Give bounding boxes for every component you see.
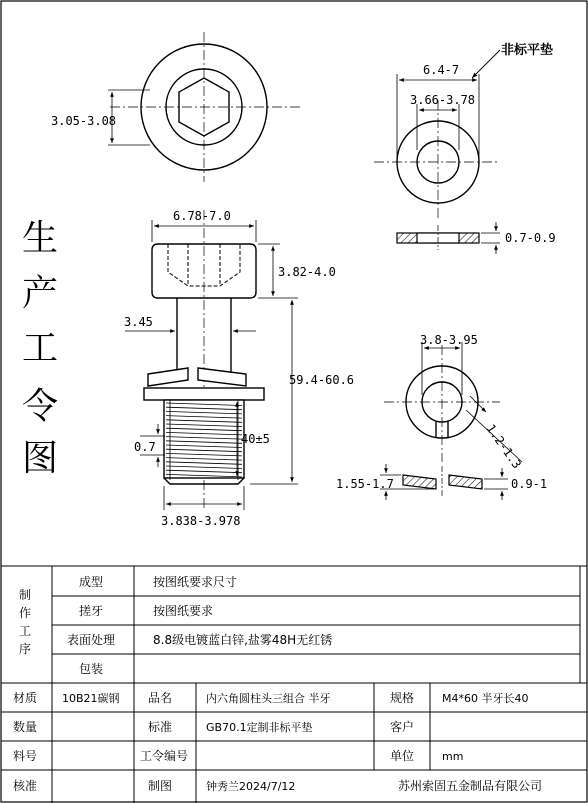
step-name: 包装 (79, 662, 104, 676)
approve-label: 核准 (13, 779, 38, 793)
part-label: 料号 (13, 749, 38, 763)
title-char-3: 工 (22, 328, 59, 369)
dim-text-spring-height: 1.55-1.7 (336, 477, 394, 491)
qty-label: 数量 (13, 720, 38, 734)
bolt-head-top-view (110, 32, 300, 182)
dim-thread-pitch (134, 424, 165, 467)
dim-text-washer-id: 3.66-3.78 (410, 93, 476, 107)
washer-annotation (472, 42, 553, 78)
title-char-4: 令 (22, 386, 59, 427)
dim-text-spring-width: 1.2-1.3 (483, 421, 525, 472)
step-name: 成型 (79, 575, 104, 589)
step-desc: 按图纸要求尺寸 (153, 575, 238, 589)
product-label: 品名 (148, 691, 173, 705)
dim-text-head-height: 3.82-4.0 (278, 265, 336, 279)
material-label: 材质 (13, 691, 38, 705)
material-value: 10B21碳钢 (62, 692, 120, 705)
step-name: 搓牙 (79, 604, 104, 618)
step-name: 表面处理 (67, 633, 116, 647)
dim-text-spring-thickness: 0.9-1 (511, 477, 548, 491)
spring-washer-section (403, 466, 482, 496)
unit-value: mm (442, 750, 464, 763)
dim-shank (124, 315, 256, 331)
process-label-char-3: 工 (19, 624, 32, 638)
spring-washer-top-view (384, 345, 500, 462)
dim-text-thread-diameter: 3.838-3.978 (161, 514, 241, 528)
dim-text-total-length: 59.4-60.6 (289, 373, 355, 387)
product-value: 内六角圆柱头三组合 半牙 (206, 692, 331, 705)
dim-total-length (250, 298, 354, 484)
dim-text-spring-id: 3.8-3.95 (420, 333, 478, 347)
spec-label: 规格 (390, 691, 415, 705)
unit-label: 单位 (390, 749, 415, 763)
dim-text-washer-od: 6.4-7 (423, 63, 460, 77)
flat-washer-section (397, 222, 556, 254)
std-label: 标准 (148, 720, 173, 734)
process-label-char-1: 制 (19, 588, 32, 602)
dim-head-height (258, 244, 336, 298)
dim-text-head-diameter: 6.78-7.0 (173, 209, 231, 223)
step-desc: 按图纸要求 (153, 604, 214, 618)
std-value: GB70.1定制非标平垫 (206, 721, 313, 734)
step-desc: 8.8级电镀蓝白锌,盐雾48H无红锈 (153, 633, 333, 647)
dim-hex-socket (51, 90, 150, 145)
customer-label: 客户 (390, 720, 415, 734)
dim-text-thread-pitch: 0.7 (134, 440, 156, 454)
bolt-side-view (144, 210, 264, 510)
dim-text-thread-length: 40±5 (241, 432, 270, 446)
dim-text-washer-thickness: 0.7-0.9 (505, 231, 556, 245)
order-label: 工令编号 (140, 749, 189, 763)
title-char-1: 生 (22, 218, 59, 259)
title-block (1, 566, 587, 803)
title-char-2: 产 (22, 273, 59, 314)
drafter-label: 制图 (148, 779, 173, 793)
dim-spring-id (420, 333, 478, 395)
spec-value: M4*60 半牙长40 (442, 692, 529, 705)
dim-text-hex-socket: 3.05-3.08 (51, 114, 117, 128)
dim-spring-thickness (484, 468, 547, 500)
process-label-char-2: 作 (19, 606, 32, 620)
dim-text-shank: 3.45 (124, 315, 153, 329)
drafter-value: 钟秀兰2024/7/12 (206, 780, 296, 793)
title-char-5: 图 (22, 438, 59, 479)
flat-washer-top-view (374, 100, 500, 218)
process-label (19, 587, 31, 656)
dim-thread-diameter (161, 486, 244, 528)
vertical-title (22, 218, 58, 479)
process-label-char-4: 序 (19, 642, 32, 656)
annotation-text-washer: 非标平垫 (501, 43, 554, 58)
dim-spring-width (466, 396, 524, 471)
company-name: 苏州索固五金制品有限公司 (398, 779, 543, 793)
